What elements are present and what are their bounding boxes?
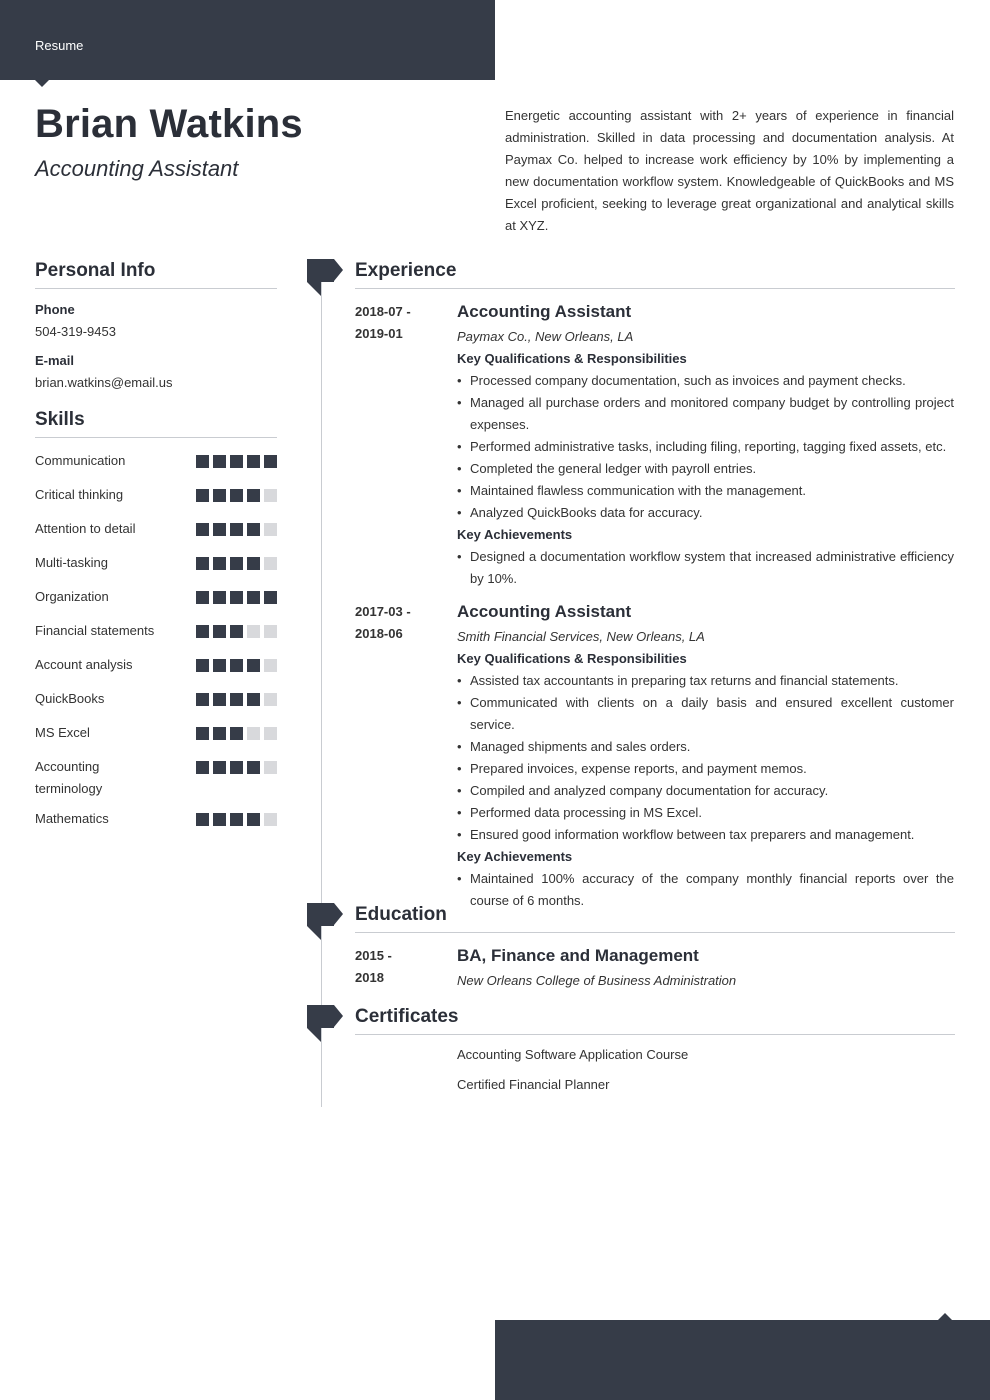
list-item: • Performed data processing in MS Excel.: [457, 802, 954, 824]
skill-level-filled: [230, 761, 243, 774]
skill-level-filled: [213, 557, 226, 570]
skill-level-filled: [230, 489, 243, 502]
skill-level-empty: [247, 727, 260, 740]
job-body: [457, 301, 954, 590]
header-band: [0, 0, 495, 80]
skill-level-filled: [196, 523, 209, 536]
job-date-end: 2018-06: [355, 626, 403, 641]
skill-level-filled: [230, 659, 243, 672]
skill-level-empty: [264, 659, 277, 672]
skill-name: Account analysis: [35, 657, 133, 672]
list-item: • Ensured good information workflow between tax preparers and management.: [457, 824, 954, 846]
skill-level-filled: [264, 591, 277, 604]
skill-level-filled: [213, 693, 226, 706]
skill-level-empty: [264, 625, 277, 638]
phone-value: 504-319-9453: [35, 324, 116, 339]
skill-row: [35, 688, 277, 710]
skill-name: Accounting terminology: [35, 759, 103, 796]
skill-level-filled: [196, 557, 209, 570]
skill-level-filled: [247, 455, 260, 468]
job-company: Smith Financial Services, New Orleans, LA: [457, 629, 705, 644]
footer-band: [495, 1320, 990, 1400]
skill-level-bar: [196, 693, 277, 706]
skill-level-filled: [213, 455, 226, 468]
skill-row: [35, 484, 277, 506]
skill-level-filled: [213, 591, 226, 604]
responsibilities-heading: Key Qualifications & Responsibilities: [457, 351, 687, 366]
skill-level-filled: [230, 523, 243, 536]
list-item: • Communicated with clients on a daily basis and ensured excellent customer service.: [457, 692, 954, 736]
email-value: brian.watkins@email.us: [35, 375, 173, 390]
experience-flag-icon: [307, 259, 343, 296]
skill-level-filled: [213, 659, 226, 672]
skill-level-filled: [213, 813, 226, 826]
skill-level-filled: [230, 813, 243, 826]
skill-level-bar: [196, 625, 277, 638]
skill-level-filled: [213, 489, 226, 502]
candidate-name: Brian Watkins: [35, 102, 303, 146]
job-company: Paymax Co., New Orleans, LA: [457, 329, 634, 344]
skill-level-filled: [247, 659, 260, 672]
responsibilities-heading: Key Qualifications & Responsibilities: [457, 651, 687, 666]
list-item: • Prepared invoices, expense reports, and payment memos.: [457, 758, 954, 780]
skill-level-filled: [230, 591, 243, 604]
school-name: New Orleans College of Business Administration: [457, 973, 737, 988]
skills-heading: Skills: [35, 409, 277, 438]
phone-label: Phone: [35, 302, 75, 317]
list-item: • Assisted tax accountants in preparing tax returns and financial statements.: [457, 670, 954, 692]
skill-name: Financial statements: [35, 623, 155, 638]
skill-level-filled: [196, 455, 209, 468]
skill-level-filled: [247, 813, 260, 826]
achievements-list: [457, 546, 954, 590]
skill-level-filled: [247, 591, 260, 604]
skill-level-filled: [247, 489, 260, 502]
skill-level-filled: [196, 813, 209, 826]
list-item: • Managed shipments and sales orders.: [457, 736, 954, 758]
skill-level-filled: [230, 693, 243, 706]
resume-label: Resume: [35, 38, 84, 53]
skill-level-filled: [213, 523, 226, 536]
left-column: [35, 260, 277, 830]
skill-row: [35, 518, 277, 540]
list-item: • Analyzed QuickBooks data for accuracy.: [457, 502, 954, 524]
skill-level-bar: [196, 455, 277, 468]
skill-name: Critical thinking: [35, 487, 124, 502]
summary: Energetic accounting assistant with 2+ years of experience in financial administration. Skilled in data processing and documentation analysis. At Paymax Co. helped to increase work efficiency by 10% by implementing a new documentation workflow system. Knowledgeable of QuickBooks and MS Excel proficient, seeking to leverage great organizational and analytical skills at XYZ.: [505, 108, 954, 233]
candidate-role: Accounting Assistant: [35, 156, 239, 181]
skill-level-bar: [196, 489, 277, 502]
skill-level-filled: [196, 761, 209, 774]
job-date-start: 2018-07 -: [355, 304, 411, 319]
education-dates: [355, 945, 435, 989]
skill-name: MS Excel: [35, 725, 90, 740]
job-date-end: 2019-01: [355, 326, 403, 341]
education-flag-icon: [307, 903, 343, 940]
certificate-item: Certified Financial Planner: [457, 1077, 610, 1092]
header-notch: [35, 80, 49, 87]
skill-level-bar: [196, 761, 277, 774]
footer-notch: [938, 1313, 952, 1320]
skill-level-filled: [213, 761, 226, 774]
skill-row: [35, 808, 277, 830]
list-item: • Designed a documentation workflow system that increased administrative efficiency by 10%.: [457, 546, 954, 590]
skill-row: [35, 654, 277, 676]
skill-level-empty: [264, 727, 277, 740]
list-item: • Managed all purchase orders and monitored company budget by controlling project expenses.: [457, 392, 954, 436]
skill-level-filled: [213, 625, 226, 638]
skill-row: [35, 756, 277, 800]
skill-level-filled: [196, 489, 209, 502]
list-item: • Performed administrative tasks, including filing, reporting, tagging fixed assets, etc.: [457, 436, 954, 458]
skill-row: [35, 450, 277, 472]
skill-level-bar: [196, 727, 277, 740]
education-date-end: 2018: [355, 970, 384, 985]
skill-level-empty: [264, 693, 277, 706]
job-body: [457, 601, 954, 912]
job-date-start: 2017-03 -: [355, 604, 411, 619]
job-title: Accounting Assistant: [457, 602, 632, 621]
skill-level-empty: [264, 523, 277, 536]
skill-name: Organization: [35, 589, 109, 604]
skill-name: Multi-tasking: [35, 555, 108, 570]
skill-row: [35, 586, 277, 608]
skill-name: Mathematics: [35, 811, 109, 826]
skill-level-filled: [213, 727, 226, 740]
skill-level-bar: [196, 557, 277, 570]
responsibilities-list: [457, 370, 954, 524]
education-date-start: 2015 -: [355, 948, 392, 963]
skill-name: Attention to detail: [35, 521, 136, 536]
job-dates: [355, 301, 435, 345]
skill-level-filled: [196, 625, 209, 638]
experience-heading: Experience: [355, 260, 955, 289]
skill-level-empty: [264, 761, 277, 774]
skill-level-bar: [196, 591, 277, 604]
skill-level-filled: [196, 693, 209, 706]
skills-list: [35, 450, 277, 830]
skill-level-filled: [247, 523, 260, 536]
skill-level-empty: [264, 489, 277, 502]
skill-level-filled: [230, 455, 243, 468]
skill-row: [35, 620, 277, 642]
skill-level-filled: [196, 659, 209, 672]
list-item: • Maintained 100% accuracy of the company monthly financial reports over the course of 6 months.: [457, 868, 954, 912]
skill-level-empty: [247, 625, 260, 638]
skill-name: Communication: [35, 453, 126, 468]
skill-level-bar: [196, 813, 277, 826]
job-dates: [355, 601, 435, 645]
certificates-heading: Certificates: [355, 1006, 955, 1035]
skill-level-empty: [264, 813, 277, 826]
skill-row: [35, 552, 277, 574]
skill-level-filled: [264, 455, 277, 468]
achievements-heading: Key Achievements: [457, 527, 573, 542]
certificates-flag-icon: [307, 1005, 343, 1042]
skill-level-filled: [230, 727, 243, 740]
timeline-line: [321, 280, 322, 1107]
skill-name: QuickBooks: [35, 691, 105, 706]
education-heading: Education: [355, 904, 955, 933]
skill-level-filled: [247, 761, 260, 774]
skill-level-filled: [196, 727, 209, 740]
skill-level-filled: [230, 557, 243, 570]
skill-level-bar: [196, 659, 277, 672]
degree-title: BA, Finance and Management: [457, 946, 699, 965]
personal-info-heading: Personal Info: [35, 260, 277, 289]
achievements-heading: Key Achievements: [457, 849, 573, 864]
skill-row: [35, 722, 277, 744]
certificate-item: Accounting Software Application Course: [457, 1047, 689, 1062]
list-item: • Compiled and analyzed company documentation for accuracy.: [457, 780, 954, 802]
responsibilities-list: [457, 670, 954, 846]
skill-level-filled: [247, 557, 260, 570]
email-label: E-mail: [35, 353, 75, 368]
list-item: • Maintained flawless communication with the management.: [457, 480, 954, 502]
list-item: • Processed company documentation, such as invoices and payment checks.: [457, 370, 954, 392]
skill-level-filled: [196, 591, 209, 604]
skill-level-empty: [264, 557, 277, 570]
skill-level-filled: [247, 693, 260, 706]
skill-level-filled: [230, 625, 243, 638]
education-body: [457, 945, 954, 992]
skill-level-bar: [196, 523, 277, 536]
job-title: Accounting Assistant: [457, 302, 632, 321]
list-item: • Completed the general ledger with payroll entries.: [457, 458, 954, 480]
